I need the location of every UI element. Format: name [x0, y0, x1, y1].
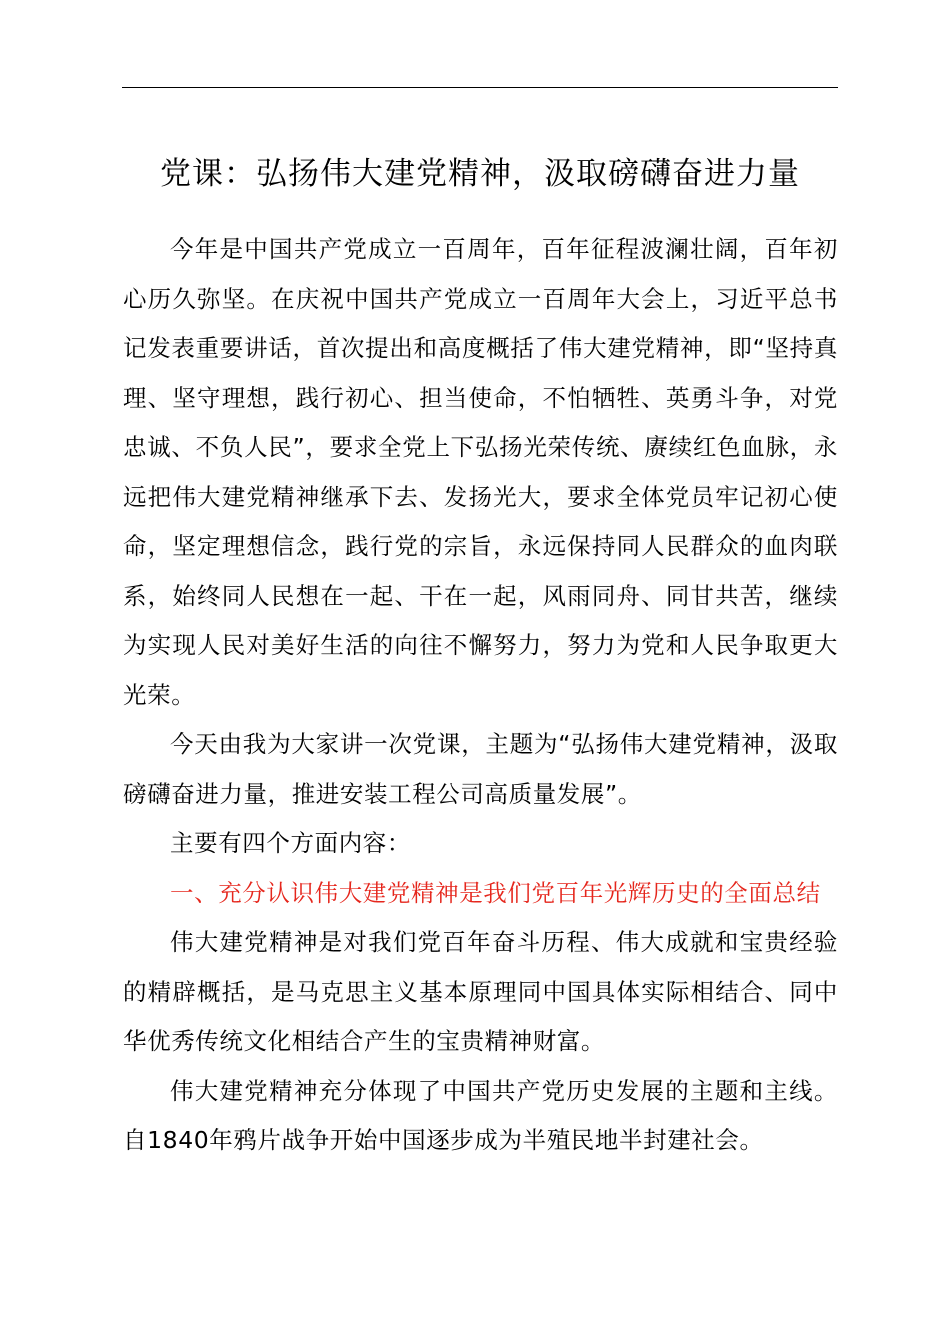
paragraph-outline: 主要有四个方面内容：: [170, 829, 411, 857]
document-title: 党课：弘扬伟大建党精神，汲取磅礴奋进力量: [160, 156, 800, 192]
section-one-paragraph-1: 伟大建党精神是对我们党百年奋斗历程、伟大成就和宝贵经验的精辟概括，是马克思主义基本原理同中国具体实际相结合、同中华优秀传统文化相结合产生的宝贵精神财富。: [123, 928, 838, 1055]
section-one-paragraph-2: 伟大建党精神充分体现了中国共产党历史发展的主题和主线。自1840年鸦片战争开始中国逐步成为半殖民地半封建社会。: [123, 1076, 838, 1154]
paragraph-topic: 今天由我为大家讲一次党课，主题为“弘扬伟大建党精神，汲取磅礴奋进力量，推进安装工程公司高质量发展”。: [123, 730, 838, 808]
document-body: [123, 225, 838, 1166]
section-one-heading: 一、充分认识伟大建党精神是我们党百年光辉历史的全面总结: [170, 878, 821, 907]
paragraph-intro: 今年是中国共产党成立一百周年，百年征程波澜壮阔，百年初心历久弥坚。在庆祝中国共产党成立一百周年大会上，习近平总书记发表重要讲话，首次提出和高度概括了伟大建党精神，即“坚持真理、坚守理想，践行初心、担当使命，不怕牺牲、英勇斗争，对党忠诚、不负人民”，要求全党上下弘扬光荣传统、赓续红色血脉，永远把伟大建党精神继承下去、发扬光大，要求全体党员牢记初心使命，坚定理想信念，践行党的宗旨，永远保持同人民群众的血肉联系，始终同人民想在一起、干在一起，风雨同舟、同甘共苦，继续为实现人民对美好生活的向往不懈努力，努力为党和人民争取更大光荣。: [123, 235, 838, 709]
header-rule: [122, 87, 838, 88]
